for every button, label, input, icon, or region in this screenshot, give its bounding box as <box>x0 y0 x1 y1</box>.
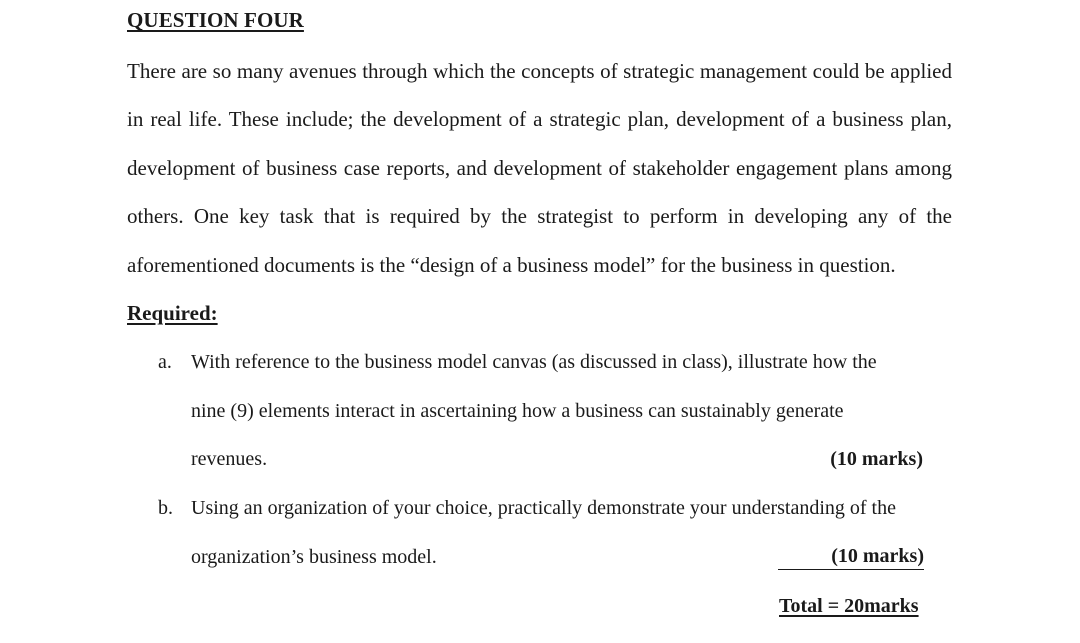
question-title: QUESTION FOUR <box>127 8 304 32</box>
paragraph-line: others. One key task that is required by the strategist to perform in developing any of the <box>127 204 952 228</box>
item-a-line: nine (9) elements interact in ascertaining how a business can sustainably generate <box>191 400 844 422</box>
item-b-line: Using an organization of your choice, practically demonstrate your understanding of the <box>191 497 896 519</box>
required-heading: Required: <box>127 301 218 325</box>
item-b-letter: b. <box>158 497 173 519</box>
item-a-line: revenues. <box>191 448 268 470</box>
paragraph-line: development of business case reports, and development of stakeholder engagement plans among <box>127 156 952 180</box>
paragraph-line: aforementioned documents is the “design of a business model” for the business in question. <box>127 253 896 277</box>
total-marks: Total = 20marks <box>779 595 919 617</box>
item-a-letter: a. <box>158 351 172 373</box>
paragraph-line: in real life. These include; the development of a strategic plan, development of a business plan, <box>127 107 952 131</box>
item-b-line: organization’s business model. <box>191 546 437 568</box>
item-a-line: With reference to the business model canvas (as discussed in class), illustrate how the <box>191 351 877 373</box>
item-b-marks: (10 marks) <box>778 543 924 570</box>
paragraph-line: There are so many avenues through which the concepts of strategic management could be applied <box>127 59 952 83</box>
item-a-marks: (10 marks) <box>830 448 923 470</box>
